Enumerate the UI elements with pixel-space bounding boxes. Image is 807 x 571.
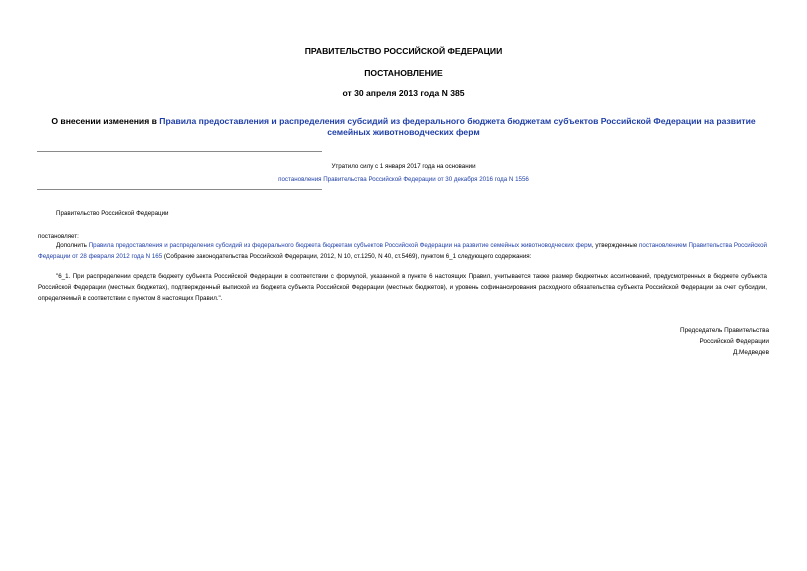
p1-rules-link[interactable]: Правила предоставления и распределения субсидий из федерального бюджета бюджетам субъектов Российской Федерации на развитие семейных животноводческих ферм [88,242,592,249]
document-type-heading: ПОСТАНОВЛЕНИЕ [364,68,443,78]
signature-title: Председатель Правительства [680,327,769,334]
paragraph-1 [38,241,767,263]
p1-suffix: (Собрание законодательства Российской Федерации, 2012, N 10, ст.1250, N 40, ст.5469), пунктом 6_1 следующего содержания: [162,252,532,260]
status-note-line: Утратило силу с 1 января 2017 года на основании [331,163,476,170]
paragraph-2: "6_1. При распределении средств бюджету субъекта Российской Федерации в соответствии с формулой, указанной в пункте 6 настоящих Правил, учитывается также размер бюджетных ассигнований, предусмотренных в бюджете субъекта Российской Федерации (местных бюджетах), подтвержденный выпиской из бюджета субъекта Российской Федерации (местных бюджетов), и уровень софинансирования расходного обязательства субъекта Российской Федерации за счет субсидии, определяемый в соответствии с пунктом 8 настоящих Правил.". [38,273,767,302]
resolves-text: постановляет: [38,233,79,240]
divider-top [37,151,322,152]
p1-resolution-link[interactable]: постановлением Правительства Российской Федерации от 28 февраля 2012 года N 165 [38,242,767,260]
title-prefix: О внесении изменения в [51,116,160,126]
intro-text: Правительство Российской Федерации [56,210,169,217]
divider-bottom [37,189,322,190]
title-rules-link[interactable]: Правила предоставления и распределения субсидий из федерального бюджета бюджетам субъектов Российской Федерации на развитие семейных животноводческих ферм [159,116,756,137]
signature-org: Российской Федерации [699,338,769,345]
document-date-number: от 30 апреля 2013 года N 385 [342,88,465,98]
government-heading: ПРАВИТЕЛЬСТВО РОССИЙСКОЙ ФЕДЕРАЦИИ [304,46,503,56]
p1-mid: , утвержденные [591,242,640,249]
status-note-link[interactable]: постановления Правительства Российской Федерации от 30 декабря 2016 года N 1556 [278,176,529,183]
signature-name: Д.Медведев [732,349,769,356]
p1-prefix: Дополнить [56,242,89,249]
document-title [36,116,771,138]
